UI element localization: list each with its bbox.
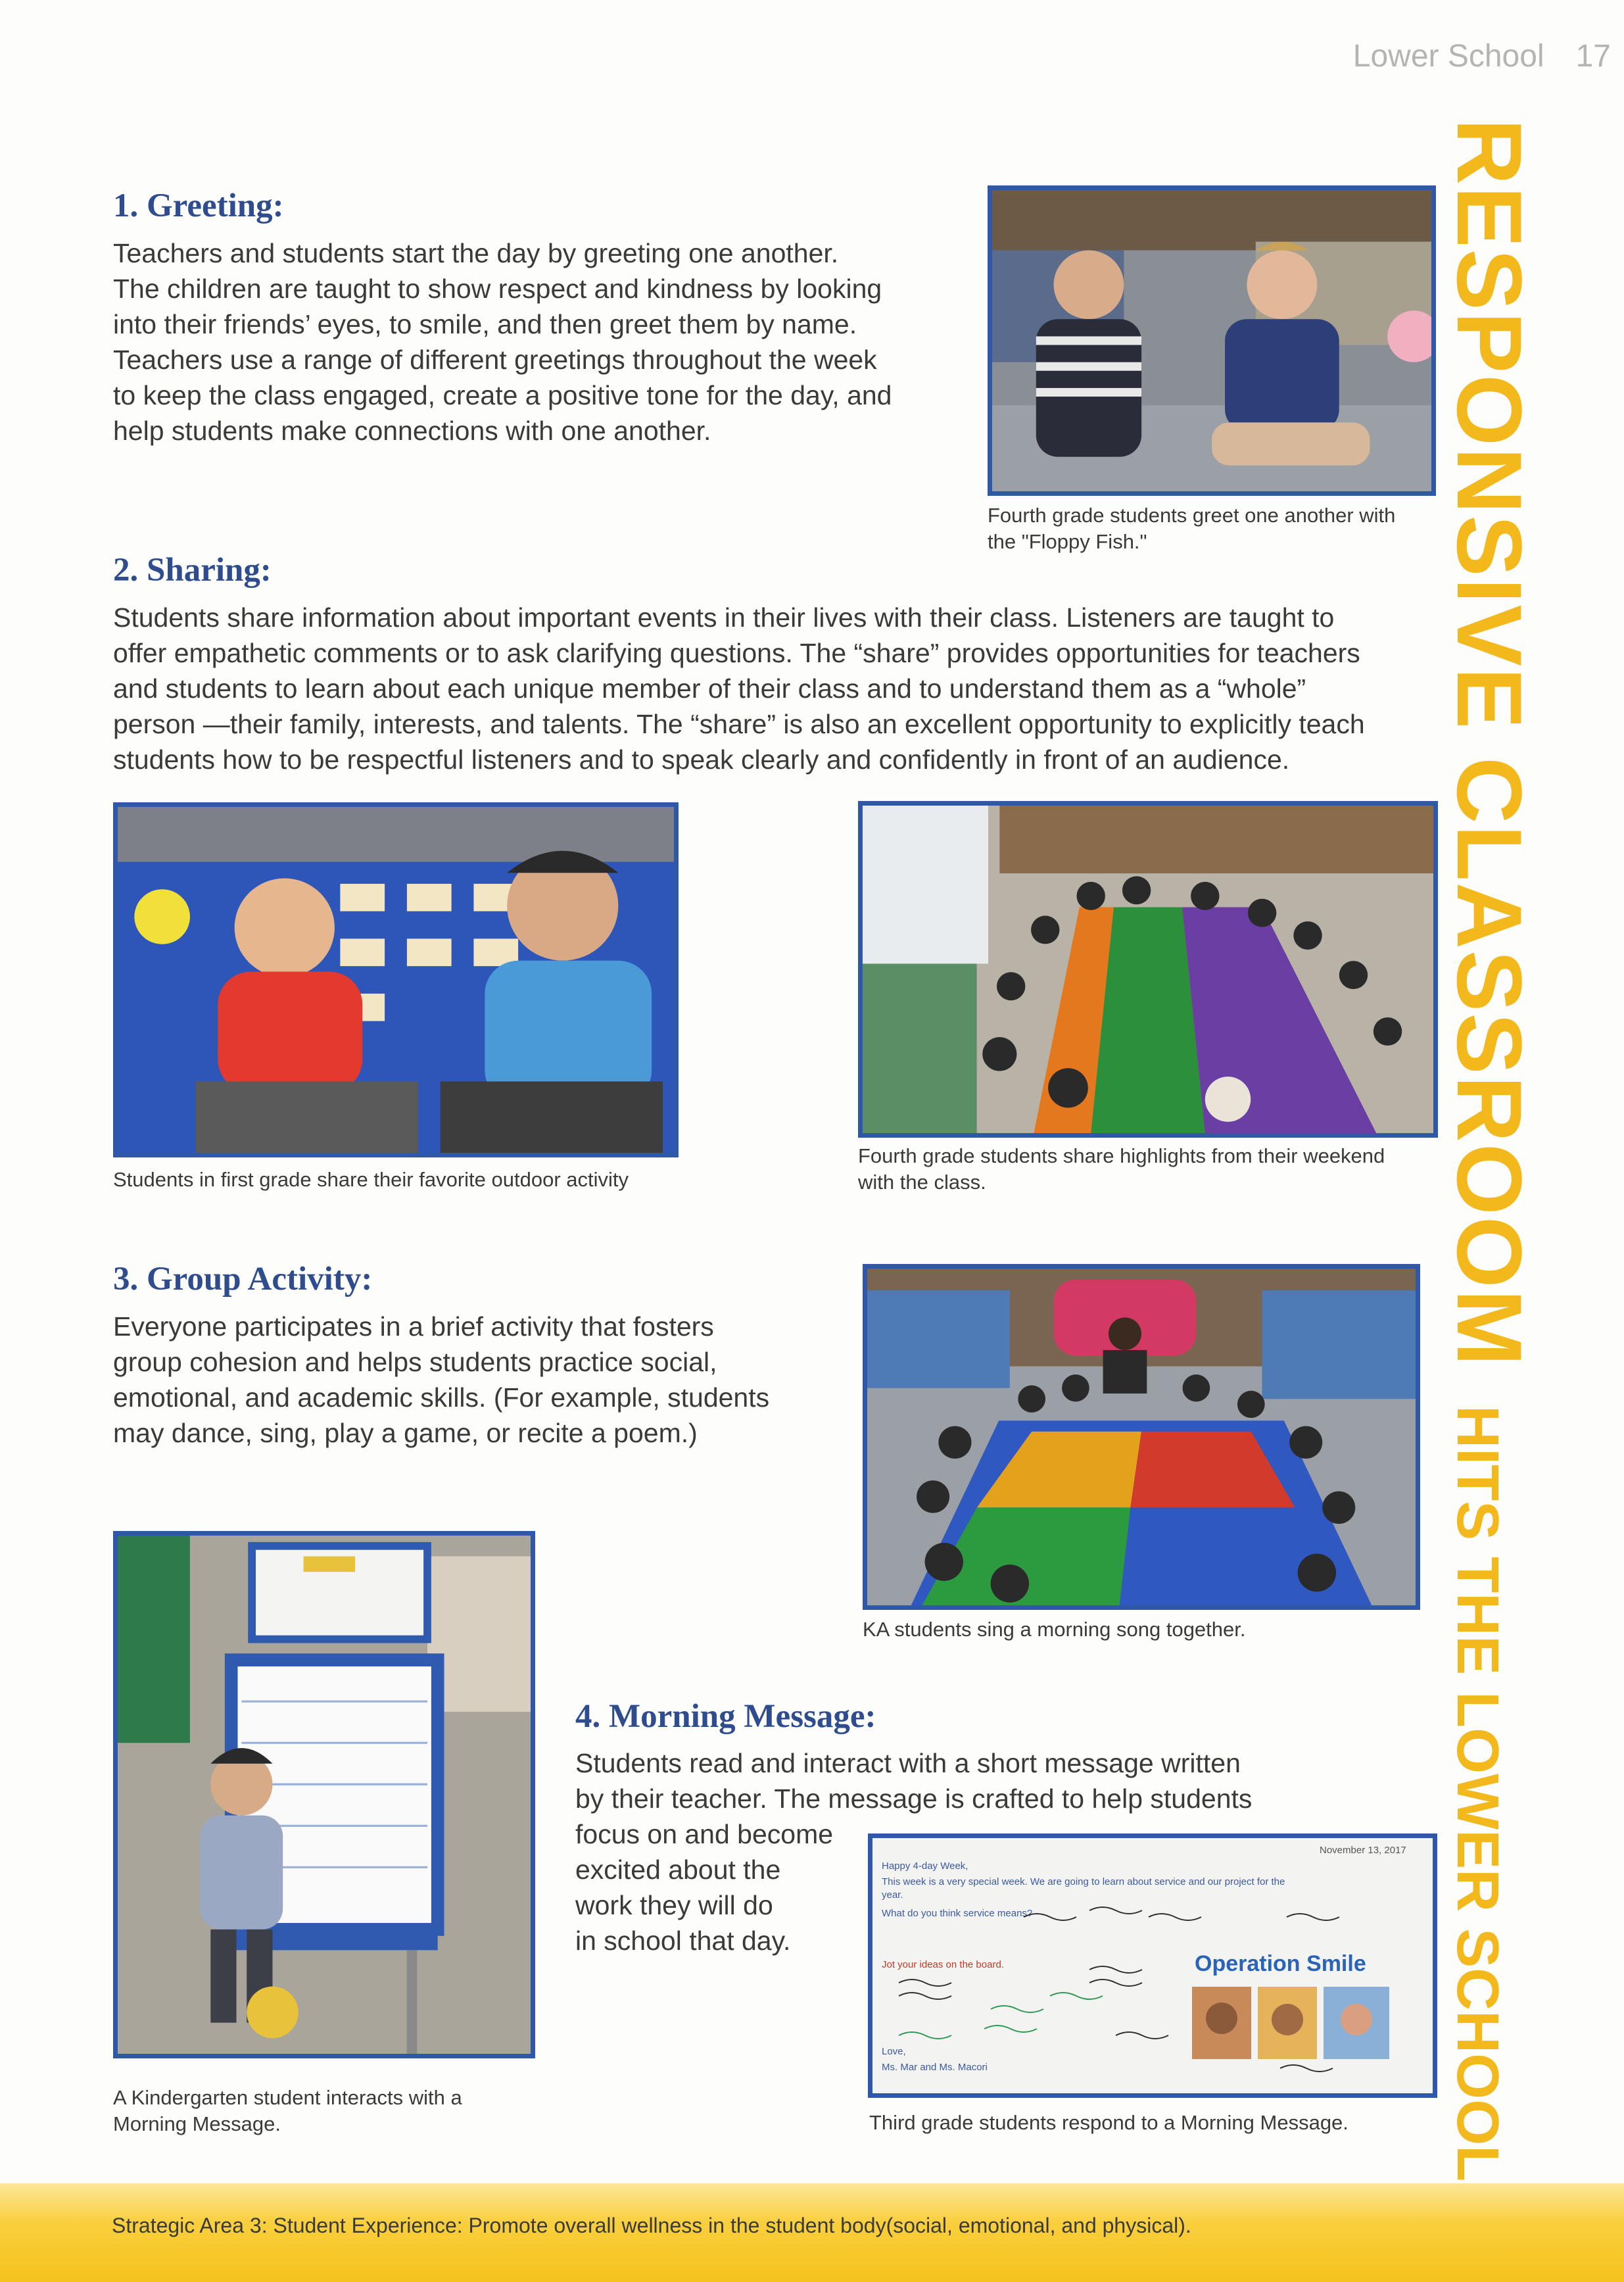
sharing-caption-right — [858, 1143, 1450, 1196]
morning-message-line: in school that day. — [575, 1926, 791, 1956]
group-activity-body — [113, 1309, 849, 1451]
footer-text: Strategic Area 3: Student Experience: Promote overall wellness in the student body(social, emotional, and physical). — [112, 2214, 1191, 2237]
board-prompt: Jot your ideas on the board. — [882, 1959, 1004, 1970]
group-activity-line: emotional, and academic skills. (For example, students — [113, 1382, 770, 1413]
group-activity-caption: KA students sing a morning song together. — [863, 1618, 1246, 1641]
greeting-caption — [988, 502, 1448, 555]
morning-message-caption-left — [113, 2085, 573, 2137]
board-sign2: Ms. Mar and Ms. Macori — [882, 2062, 988, 2073]
board-question: What do you think service means? — [882, 1908, 1033, 1919]
sharing-line: and students to learn about each unique member of their class and to understand them as a “whole” — [113, 673, 1306, 704]
morning-message-title: 4. Morning Message: — [575, 1698, 876, 1735]
greeting-title: 1. Greeting: — [113, 187, 284, 224]
side-title-main: RESPONSIVE CLASSROOM — [1438, 118, 1541, 1368]
sharing-caption-left: Students in first grade share their favorite outdoor activity — [113, 1168, 629, 1191]
sharing-photo-left — [113, 802, 679, 1157]
page-header — [1312, 38, 1611, 78]
sharing-photo-right — [858, 801, 1438, 1138]
board-line1: This week is a very special week. We are going to learn about service and our project for the — [882, 1876, 1285, 1887]
morning-message-photo-left — [113, 1531, 535, 2058]
side-title — [1438, 118, 1611, 2182]
sharing-title: 2. Sharing: — [113, 552, 272, 589]
caption-line: with the class. — [858, 1171, 986, 1194]
sharing-line: offer empathetic comments or to ask clarifying questions. The “share” provides opportunities for teachers — [113, 638, 1360, 668]
board-handwriting — [872, 1838, 1433, 2093]
board-greeting: Happy 4-day Week, — [882, 1860, 968, 1872]
side-title-sub: HITS THE LOWER SCHOOL — [1445, 1405, 1510, 2182]
greeting-line: help students make connections with one another. — [113, 416, 711, 446]
morning-message-line: by their teacher. The message is crafted to help students — [575, 1784, 1253, 1814]
page-number: 17 — [1575, 39, 1611, 74]
greeting-photo — [988, 185, 1436, 496]
group-activity-line: Everyone participates in a brief activity that fosters — [113, 1311, 714, 1342]
greeting-body — [113, 235, 968, 449]
greeting-line: Teachers and students start the day by greeting one another. — [113, 238, 839, 268]
board-date: November 13, 2017 — [1320, 1845, 1406, 1856]
sharing-line: students how to be respectful listeners and to speak clearly and confidently in front of an audience. — [113, 744, 1290, 775]
group-activity-title: 3. Group Activity: — [113, 1261, 373, 1298]
board-line2: year. — [882, 1889, 903, 1901]
greeting-line: into their friends’ eyes, to smile, and then greet them by name. — [113, 309, 857, 339]
morning-message-line: focus on and become — [575, 1819, 834, 1849]
greeting-line: The children are taught to show respect and kindness by looking — [113, 274, 882, 304]
group-activity-photo — [863, 1264, 1420, 1610]
group-activity-line: may dance, sing, play a game, or recite a poem.) — [113, 1418, 698, 1448]
morning-message-line: excited about the — [575, 1855, 781, 1885]
group-activity-line: group cohesion and helps students practice social, — [113, 1347, 717, 1377]
caption-line: Fourth grade students share highlights from their weekend — [858, 1144, 1385, 1167]
greeting-line: to keep the class engaged, create a positive tone for the day, and — [113, 380, 892, 410]
sharing-line: person —their family, interests, and talents. The “share” is also an excellent opportunity to explicitly teach — [113, 709, 1365, 739]
greeting-line: Teachers use a range of different greetings throughout the week — [113, 345, 877, 375]
board-sign1: Love, — [882, 2046, 906, 2057]
sharing-line: Students share information about important events in their lives with their class. Listeners are taught to — [113, 602, 1335, 633]
caption-line: A Kindergarten student interacts with a — [113, 2086, 462, 2109]
morning-message-caption-right: Third grade students respond to a Morning Message. — [869, 2111, 1349, 2134]
operation-smile-logo: Operation Smile — [1195, 1951, 1366, 1976]
header-section: Lower School — [1352, 39, 1544, 74]
morning-message-line: work they will do — [575, 1890, 773, 1920]
sharing-body — [113, 600, 1441, 777]
morning-message-line: Students read and interact with a short message written — [575, 1748, 1241, 1778]
caption-line: Fourth grade students greet one another with — [988, 504, 1396, 527]
caption-line: the "Floppy Fish." — [988, 530, 1147, 553]
caption-line: Morning Message. — [113, 2112, 281, 2135]
morning-message-photo-right — [868, 1833, 1437, 2098]
